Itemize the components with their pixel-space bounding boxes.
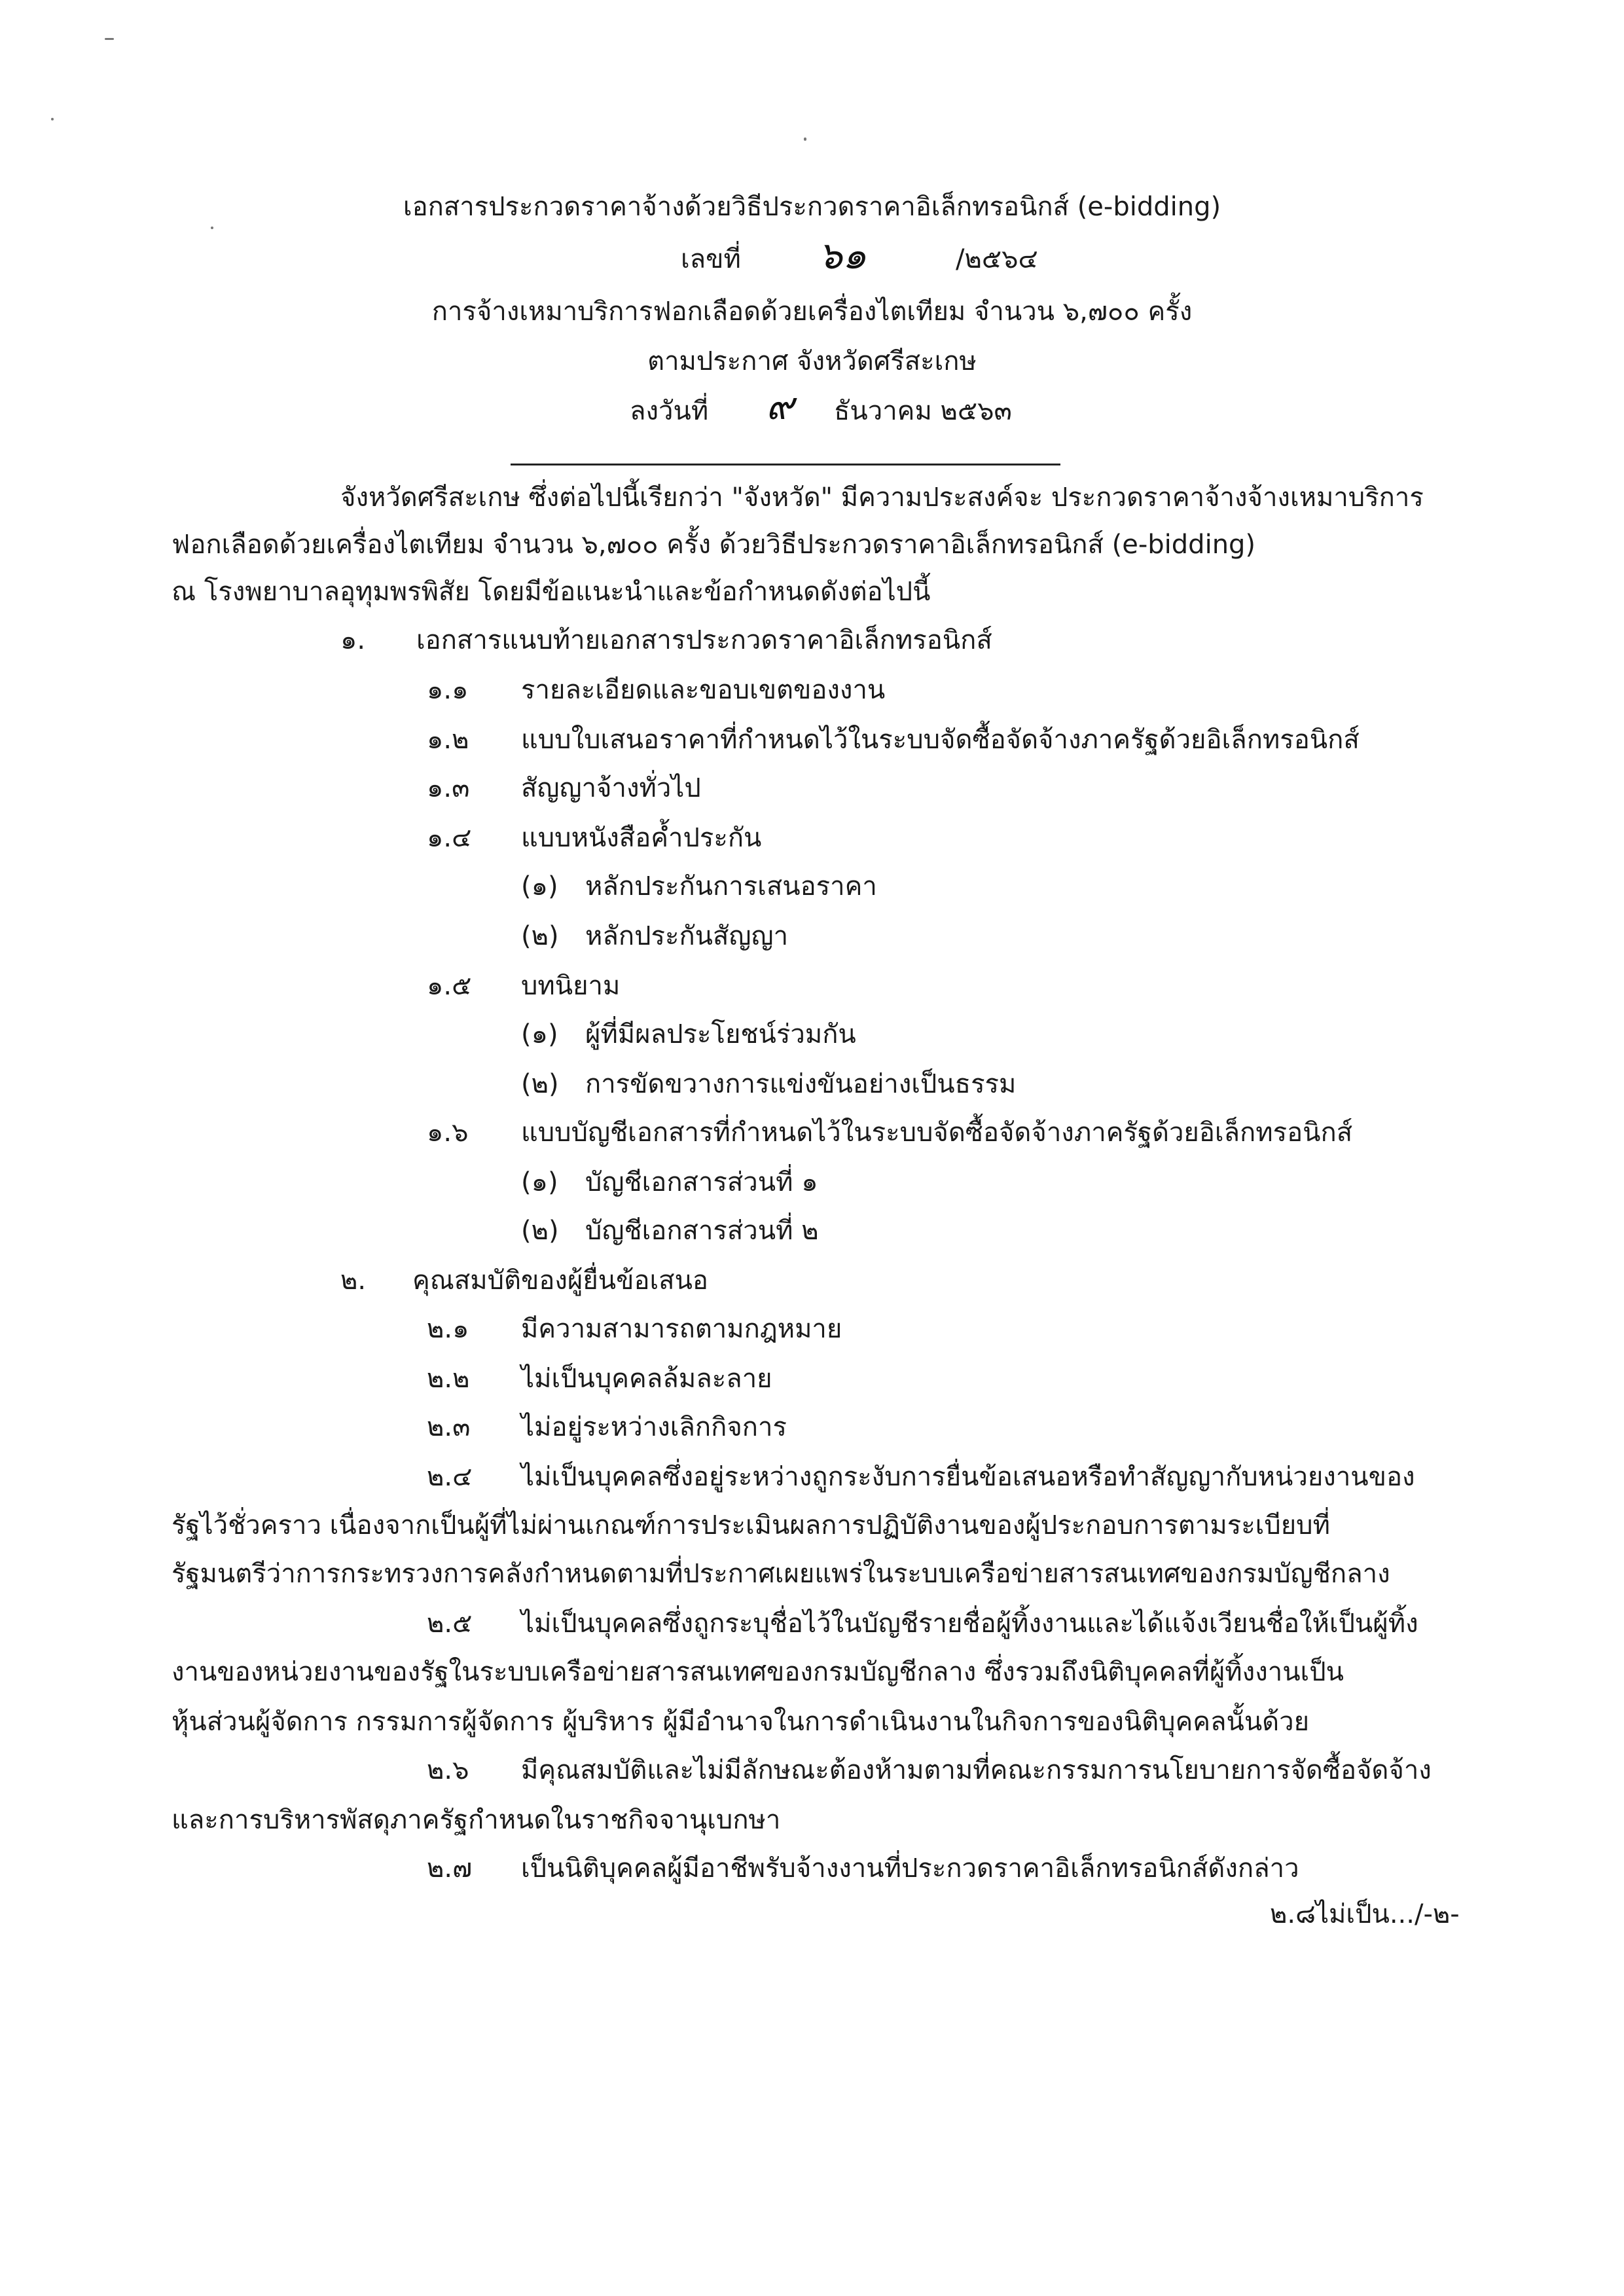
item-number: ๒.๓ [427,1412,471,1442]
item-text-continued: รัฐไว้ชั่วคราว เนื่องจากเป็นผู้ที่ไม่ผ่านเกณฑ์การประเมินผลการปฏิบัติงานของผู้ประกอบการตามระเบียบที่ [171,1510,1330,1540]
scan-speck [804,137,806,141]
page-continuation: ๒.๘ไม่เป็น.../-๒- [1270,1899,1460,1929]
subitem-text: บัญชีเอกสารส่วนที่ ๑ [585,1167,818,1197]
doc-date-handwritten: ๙ [766,384,794,428]
item-text: เป็นนิติบุคคลผู้มีอาชีพรับจ้างงานที่ประกวดราคาอิเล็กทรอนิกส์ดังกล่าว [521,1853,1299,1884]
item-text: ไม่เป็นบุคคลล้มละลาย [521,1364,772,1394]
item-number: ๑.๖ [427,1118,469,1148]
subitem-number: (๑) [521,1019,558,1049]
subitem-text: หลักประกันการเสนอราคา [585,871,877,902]
item-number: ๒.๗ [427,1853,473,1884]
item-text: ไม่เป็นบุคคลซึ่งอยู่ระหว่างถูกระงับการยื่นข้อเสนอหรือทำสัญญากับหน่วยงานของ [521,1462,1415,1492]
subitem-number: (๒) [521,1069,559,1099]
subitem-number: (๒) [521,1216,559,1246]
item-text-continued: และการบริหารพัสดุภาครัฐกำหนดในราชกิจจานุเบกษา [171,1805,781,1835]
section-title: เอกสารแนบท้ายเอกสารประกวดราคาอิเล็กทรอนิกส์ [416,625,992,655]
section-number: ๒. [340,1266,367,1296]
item-text: บทนิยาม [521,971,621,1001]
item-number: ๒.๒ [427,1364,470,1394]
subitem-number: (๑) [521,871,558,902]
item-text: แบบบัญชีเอกสารที่กำหนดไว้ในระบบจัดซื้อจัดจ้างภาครัฐด้วยอิเล็กทรอนิกส์ [521,1118,1353,1148]
item-text-continued: หุ้นส่วนผู้จัดการ กรรมการผู้จัดการ ผู้บริหาร ผู้มีอำนาจในการดำเนินงานในกิจการของนิติบุคคลนั้นด้วย [171,1707,1310,1737]
item-number: ๑.๔ [427,823,472,853]
doc-number-handwritten: ๖๑ [818,233,867,278]
doc-date-label: ลงวันที่ [630,396,709,426]
item-number: ๒.๔ [427,1462,473,1492]
header-divider [511,464,1060,465]
item-text: แบบหนังสือค้ำประกัน [521,823,762,853]
item-text: สัญญาจ้างทั่วไป [521,773,701,803]
item-text: รายละเอียดและขอบเขตของงาน [521,675,886,705]
subitem-number: (๒) [521,921,559,951]
scan-speck [51,118,54,120]
item-text: มีความสามารถตามกฎหมาย [521,1314,842,1344]
item-number: ๑.๑ [427,675,469,705]
item-text: แบบใบเสนอราคาที่กำหนดไว้ในระบบจัดซื้อจัดจ้างภาครัฐด้วยอิเล็กทรอนิกส์ [521,725,1360,755]
subitem-number: (๑) [521,1167,558,1197]
item-number: ๑.๓ [427,773,470,803]
subitem-text: การขัดขวางการแข่งขันอย่างเป็นธรรม [585,1069,1017,1099]
item-text: มีคุณสมบัติและไม่มีลักษณะต้องห้ามตามที่คณะกรรมการนโยบายการจัดซื้อจัดจ้าง [521,1755,1432,1785]
item-text: ไม่เป็นบุคคลซึ่งถูกระบุชื่อไว้ในบัญชีรายชื่อผู้ทิ้งงานและได้แจ้งเวียนชื่อให้เป็นผู้ทิ้ง [521,1609,1418,1639]
item-number: ๑.๒ [427,725,469,755]
intro-line: ฟอกเลือดด้วยเครื่องไตเทียม จำนวน ๖,๗๐๐ ครั้ง ด้วยวิธีประกวดราคาอิเล็กทรอนิกส์ (e-bidding) [171,530,1256,560]
subitem-text: บัญชีเอกสารส่วนที่ ๒ [585,1216,819,1246]
scan-speck [105,38,114,40]
scan-speck [211,227,213,229]
item-number: ๑.๕ [427,971,472,1001]
doc-date-rest: ธันวาคม ๒๕๖๓ [834,396,1012,426]
doc-announcement: ตามประกาศ จังหวัดศรีสะเกษ [647,346,977,376]
doc-number-year: /๒๕๖๔ [956,244,1038,274]
item-number: ๒.๕ [427,1609,473,1639]
doc-subject: การจ้างเหมาบริการฟอกเลือดด้วยเครื่องไตเทียม จำนวน ๖,๗๐๐ ครั้ง [431,297,1193,327]
document-title: เอกสารประกวดราคาจ้างด้วยวิธีประกวดราคาอิเล็กทรอนิกส์ (e-bidding) [403,192,1221,222]
subitem-text: ผู้ที่มีผลประโยชน์ร่วมกัน [585,1019,856,1049]
intro-line: ณ โรงพยาบาลอุทุมพรพิสัย โดยมีข้อแนะนำและข้อกำหนดดังต่อไปนี้ [171,577,931,607]
doc-number-label: เลขที่ [681,244,741,274]
intro-line: จังหวัดศรีสะเกษ ซึ่งต่อไปนี้เรียกว่า "จังหวัด" มีความประสงค์จะ ประกวดราคาจ้างจ้างเหมาบริการ [340,483,1424,513]
subitem-text: หลักประกันสัญญา [585,921,789,951]
item-number: ๒.๑ [427,1314,469,1344]
item-number: ๒.๖ [427,1755,469,1785]
item-text-continued: งานของหน่วยงานของรัฐในระบบเครือข่ายสารสนเทศของกรมบัญชีกลาง ซึ่งรวมถึงนิติบุคคลที่ผู้ทิ้งงานเป็น [171,1657,1344,1687]
section-number: ๑. [340,625,366,655]
item-text: ไม่อยู่ระหว่างเลิกกิจการ [521,1412,787,1442]
item-text-continued: รัฐมนตรีว่าการกระทรวงการคลังกำหนดตามที่ประกาศเผยแพร่ในระบบเครือข่ายสารสนเทศของกรมบัญชีกลาง [171,1559,1390,1589]
section-title: คุณสมบัติของผู้ยื่นข้อเสนอ [412,1266,708,1296]
